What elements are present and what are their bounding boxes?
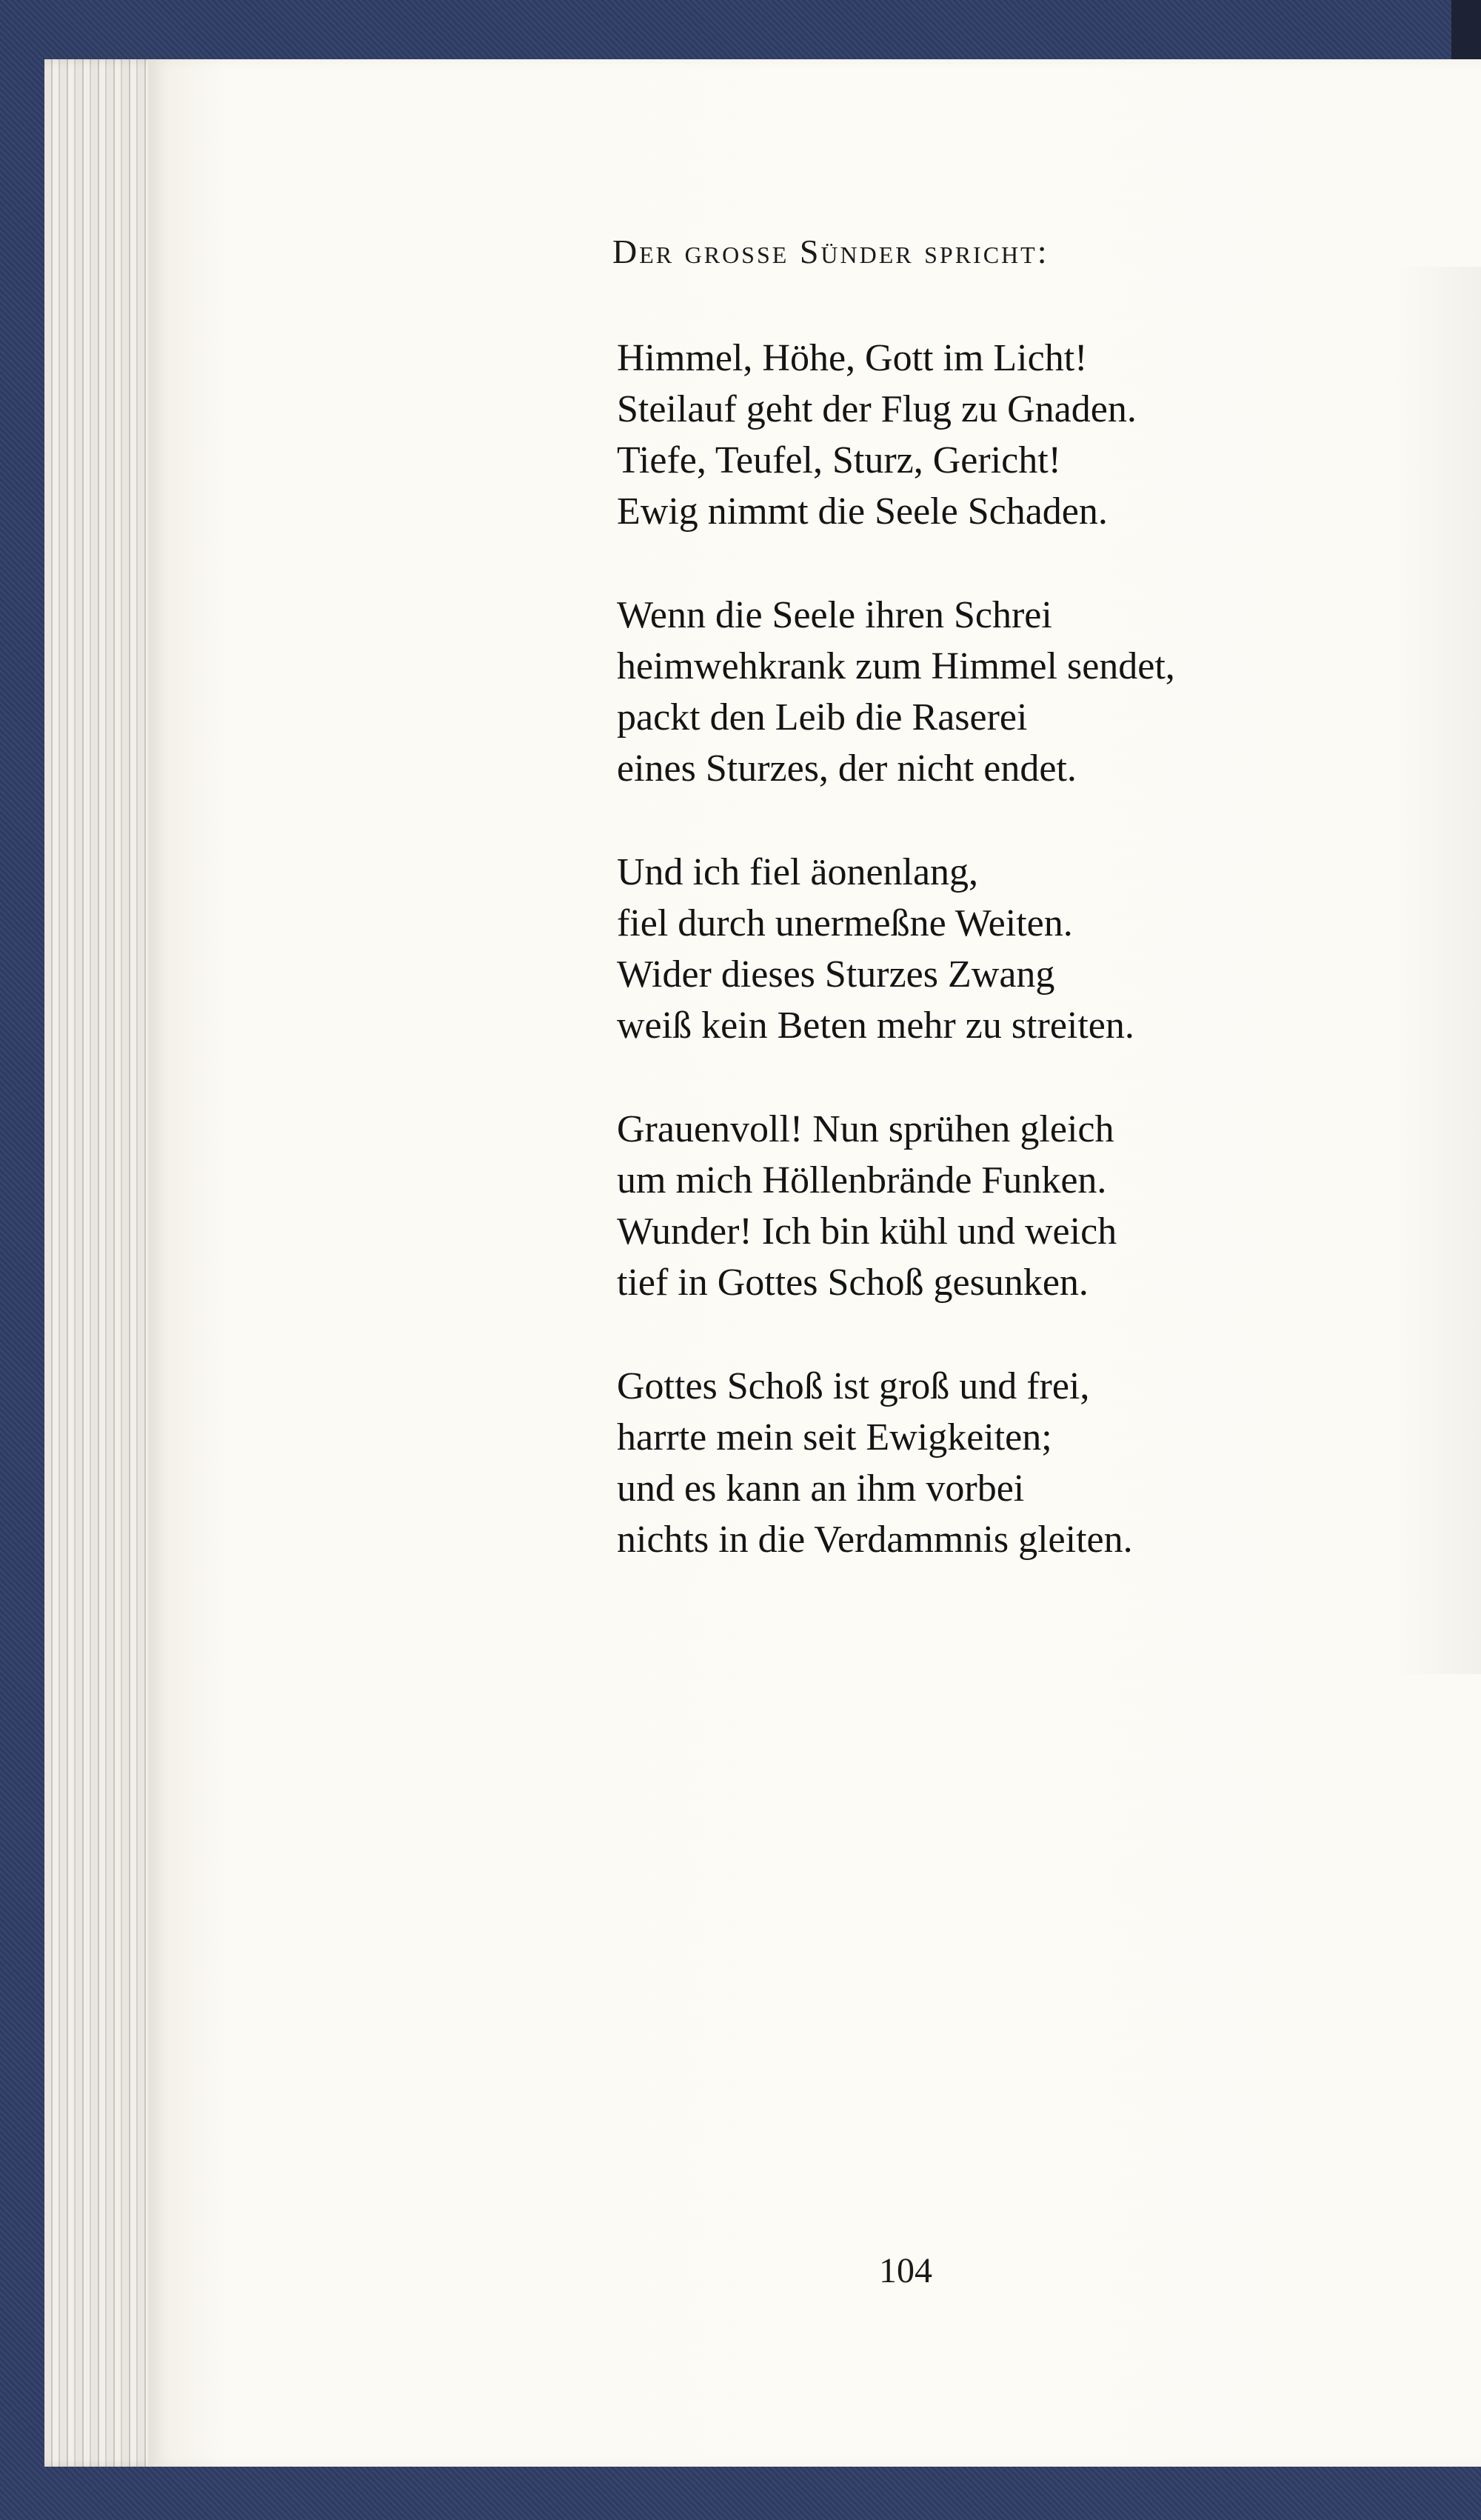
poem-line: Gottes Schoß ist groß und frei, — [617, 1365, 1090, 1407]
poem-body — [617, 333, 1283, 1618]
page-number: 104 — [879, 2251, 932, 2290]
stanza — [617, 1361, 1283, 1565]
poem-line: packt den Leib die Raserei — [617, 696, 1028, 739]
page-bleed-through — [1392, 267, 1481, 1674]
poem-line: Tiefe, Teufel, Sturz, Gericht! — [617, 439, 1061, 481]
poem-line: weiß kein Beten mehr zu streiten. — [617, 1004, 1134, 1047]
poem-line: nichts in die Verdammnis gleiten. — [617, 1519, 1133, 1561]
stanza — [617, 590, 1283, 794]
poem-line: um mich Höllenbrände Funken. — [617, 1159, 1107, 1201]
poem-line: Ewig nimmt die Seele Schaden. — [617, 490, 1108, 533]
poem-line: Wider dieses Sturzes Zwang — [617, 953, 1055, 996]
poem-line: Wunder! Ich bin kühl und weich — [617, 1210, 1117, 1253]
poem-line: und es kann an ihm vorbei — [617, 1467, 1025, 1510]
poem-line: heimwehkrank zum Himmel sendet, — [617, 645, 1175, 687]
stanza — [617, 333, 1283, 537]
poem-line: harrte mein seit Ewigkeiten; — [617, 1416, 1052, 1459]
poem-line: Himmel, Höhe, Gott im Licht! — [617, 337, 1088, 379]
poem-line: Wenn die Seele ihren Schrei — [617, 594, 1052, 636]
poem-line: fiel durch unermeßne Weiten. — [617, 902, 1073, 944]
poem-line: Und ich fiel äonenlang, — [617, 851, 979, 893]
poem-line: eines Sturzes, der nicht endet. — [617, 747, 1077, 790]
cover-edge — [1451, 0, 1481, 59]
poem-line: Grauenvoll! Nun sprühen gleich — [617, 1108, 1114, 1150]
poem-line: tief in Gottes Schoß gesunken. — [617, 1261, 1089, 1304]
stanza — [617, 847, 1283, 1051]
poem-title: Der grosse Sünder spricht: — [612, 233, 1049, 270]
stanza — [617, 1104, 1283, 1308]
poem-line: Steilauf geht der Flug zu Gnaden. — [617, 388, 1137, 430]
